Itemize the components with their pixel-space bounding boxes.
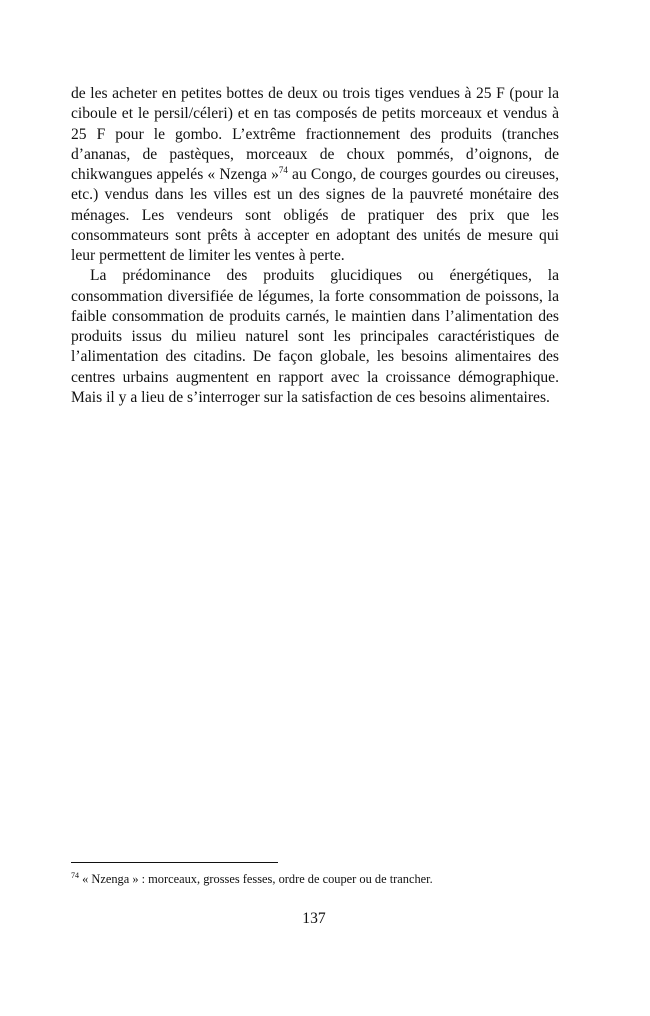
footnote-reference: 74: [278, 165, 288, 175]
paragraph-1-text-before-note: de les acheter en petites bottes de deux ou trois tiges vendues à 25 F (pour la ciboule et le persil/céleri) et en tas composés de petits morceaux et vendus à 25 F pour le gombo. L’extrême fractionnement des produits (tranches d’ananas, de pastèques, morceaux de choux pommés, d’oignons, de chikwangues appelés « Nzenga »: [71, 85, 559, 183]
paragraph-1: [71, 84, 559, 266]
paragraph-2: La prédominance des produits glucidiques ou énergétiques, la consommation diversifiée de légumes, la forte consommation de poissons, la faible consommation de produits carnés, le maintien dans l’alimentation des produits issus du milieu naturel sont les principales caractéristiques de l’alimentation des citadins. De façon globale, les besoins alimentaires des centres urbains augmentent en rapport avec la croissance démographique. Mais il y a lieu de s’interroger sur la satisfaction de ces besoins alimentaires.: [71, 267, 559, 406]
page-number: 137: [302, 910, 326, 927]
body-text: [71, 84, 559, 408]
footnote-number: 74: [71, 871, 79, 880]
footnote: [71, 871, 559, 887]
paragraph-1-text-after-note: au Congo, de courges gourdes ou cireuses, etc.) vendus dans les villes est un des signes de la pauvreté monétaire des ménages. Les vendeurs sont obligés de pratiquer des prix que les consommateurs sont prêts à accepter en adoptant des unités de mesure qui leur permettent de limiter les ventes à perte.: [71, 166, 559, 264]
footnote-text: « Nzenga » : morceaux, grosses fesses, ordre de couper ou de trancher.: [79, 872, 433, 886]
footnote-separator: [71, 862, 278, 863]
